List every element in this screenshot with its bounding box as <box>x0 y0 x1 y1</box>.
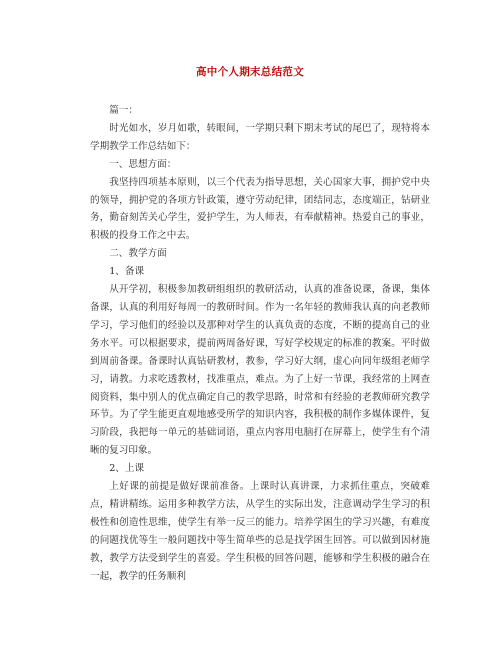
heading-thought: 一、思想方面： <box>109 158 177 170</box>
subheading-prep: 1、备课 <box>109 266 145 278</box>
class-paragraph: 上好课的前提是做好课前准备。上课时认真讲课，力求抓住重点，突破难点，精讲精练。运用多种教学方法，从学生的实际出发，注意调动学生学习的积极性和创造性思维，使学生有举一反三的能力。培养学困生的学习兴趣，有难度的问题找优等生一般问题找中等生简单些的总是找学困生回答。可以做到因材施教，教学方法受到学生的喜爱。学生积极的回答问题，能够和学生积极的融合在一起，教学的任务顺利 <box>90 481 430 582</box>
prep-paragraph: 从开学初，积极参加教研组组织的教研活动，认真的准备说课，备课，集体备课，认真的利用好每周一的教研时间。作为一名年轻的教师我认真的向老教师学习，学习他们的经验以及那种对学生的认真负责的态度，不断的提高自己的业务水平。可以根据要求，提前两周备好课，写好学校规定的标准的教案。平时做到周前备课。备课时认真钻研教材，教参，学习好大纲，虚心向同年级组老师学习，请教。力求吃透教材，找准重点，难点。为了上好一节课，我经常的上网查阅资料，集中别人的优点确定自己的教学思路，时常和有经验的老教师研究教学环节。为了学生能更直观地感受所学的知识内容，我积极的制作多媒体课件，复习阶段，我把每一单元的基础词语，重点内容用电脑打在屏幕上，使学生有个清晰的复习印象。 <box>90 284 430 457</box>
heading-teaching: 二、教学方面 <box>109 248 167 260</box>
subheading-class: 2、上课 <box>109 463 145 475</box>
document-body <box>90 102 430 585</box>
thought-paragraph: 我坚持四项基本原则，以三个代表为指导思想，关心国家大事，拥护党中央的领导，拥护党的各项方针政策，遵守劳动纪律，团结同志，态度端正，钻研业务，勤奋刻苦关心学生，爱护学生，为人师表，有奉献精神。热爱自己的事业，积极的投身工作之中去。 <box>90 176 430 242</box>
section-label: 篇一： <box>109 105 138 116</box>
document-title: 高中个人期末总结范文 <box>196 66 304 78</box>
intro-paragraph: 时光如水，岁月如歌，转眼间，一学期只剩下期末考试的尾巴了，现特将本学期教学工作总结如下： <box>90 122 430 152</box>
